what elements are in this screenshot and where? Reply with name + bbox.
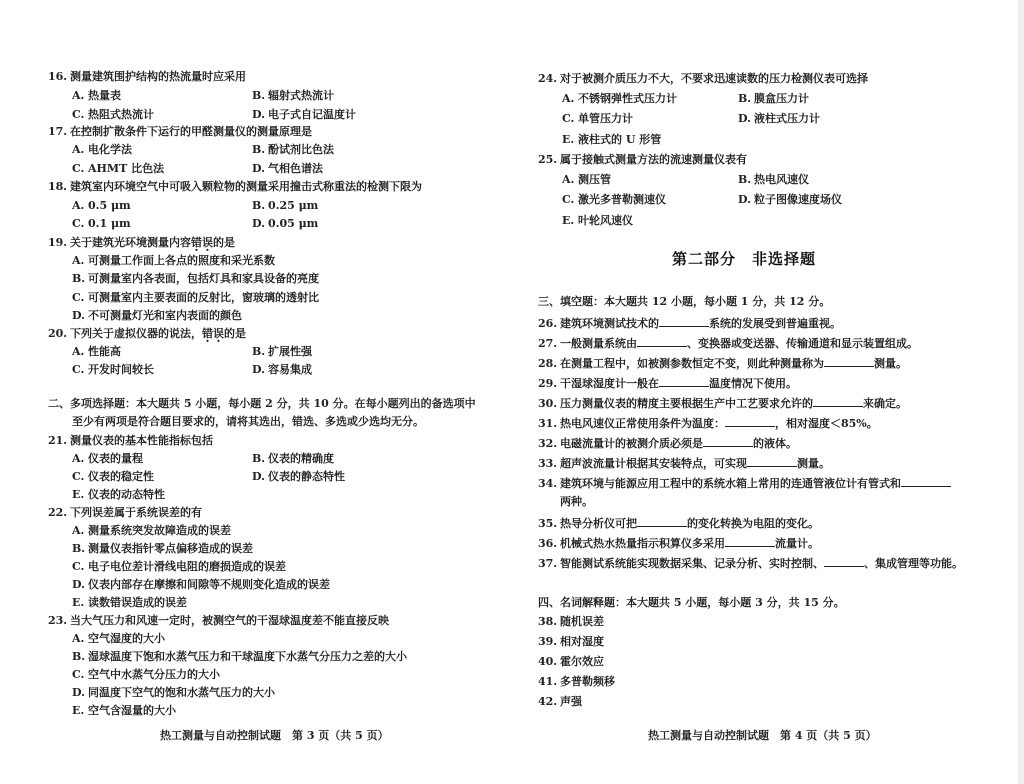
option-19c: C. 可测量室内主要表面的反射比，窗玻璃的透射比	[72, 291, 319, 304]
question-18: 18. 建筑室内环境空气中可吸入颗粒物的测量采用撞击式称重法的检测下限为	[48, 180, 422, 193]
exam-page-4	[512, 0, 1018, 784]
emphasis-mark: 错	[191, 236, 202, 249]
option-18c: C. 0.1 μm	[72, 217, 131, 230]
section-4-instructions: 四、名词解释题：本大题共 5 小题，每小题 3 分，共 15 分。	[538, 596, 845, 609]
option-24c: C. 单管压力计	[562, 112, 633, 125]
option-22e: E. 读数错误造成的误差	[72, 596, 187, 609]
option-23c: C. 空气中水蒸气分压力的大小	[72, 668, 220, 681]
option-16d: D. 电子式自记温度计	[252, 108, 356, 121]
option-25d: D. 粒子图像速度场仪	[738, 193, 842, 206]
answer-blank[interactable]	[637, 335, 687, 347]
question-17: 17. 在控制扩散条件下运行的甲醛测量仪的测量原理是	[48, 125, 312, 138]
option-20b: B. 扩展性强	[252, 345, 312, 358]
fill-question-37: 37. 智能测试系统能实现数据采集、记录分析、实时控制、 、集成管理等功能。	[538, 557, 963, 570]
answer-blank[interactable]	[659, 315, 709, 327]
option-25a: A. 测压管	[562, 173, 611, 186]
question-20: 20. 下列关于虚拟仪器的说法，错误的是	[48, 327, 246, 340]
question-24: 24. 对于被测介质压力不大，不要求迅速读数的压力检测仪表可选择	[538, 72, 868, 85]
option-16a: A. 热量表	[72, 89, 121, 102]
fill-question-29: 29. 干湿球湿度计一般在 温度情况下使用。	[538, 377, 797, 390]
option-17d: D. 气相色谱法	[252, 162, 323, 175]
section-2-instructions-line2: 至少有两项是符合题目要求的，请将其选出，错选、多选或少选均无分。	[72, 415, 424, 428]
fill-question-36: 36. 机械式热水热量指示积算仪多采用 流量计。	[538, 537, 819, 550]
emphasis-mark: 错	[202, 327, 213, 340]
option-21b: B. 仪表的精确度	[252, 452, 334, 465]
question-16: 16. 测量建筑围护结构的热流量时应采用	[48, 70, 246, 83]
option-19d: D. 不可测量灯光和室内表面的颜色	[72, 309, 242, 322]
option-16c: C. 热阻式热流计	[72, 108, 154, 121]
option-21e: E. 仪表的动态特性	[72, 488, 165, 501]
fill-question-31: 31. 热电风速仪正常使用条件为温度： ，相对湿度＜85%。	[538, 417, 878, 430]
term-question-40: 40. 霍尔效应	[538, 655, 604, 668]
option-16b: B. 辐射式热流计	[252, 89, 334, 102]
question-25: 25. 属于接触式测量方法的流速测量仪表有	[538, 153, 747, 166]
option-20d: D. 容易集成	[252, 363, 312, 376]
option-21c: C. 仪表的稳定性	[72, 470, 154, 483]
fill-question-30: 30. 压力测量仪表的精度主要根据生产中工艺要求允许的 来确定。	[538, 397, 907, 410]
answer-blank[interactable]	[813, 395, 863, 407]
option-25c: C. 激光多普勒测速仪	[562, 193, 666, 206]
section-2-instructions-line1: 二、多项选择题：本大题共 5 小题，每小题 2 分，共 10 分。在每小题列出的备选项中	[48, 397, 476, 410]
option-18b: B. 0.25 μm	[252, 199, 319, 212]
fill-question-26: 26. 建筑环境测试技术的 系统的发展受到普遍重视。	[538, 317, 841, 330]
option-17a: A. 电化学法	[72, 143, 132, 156]
answer-blank[interactable]	[747, 455, 797, 467]
option-17b: B. 酚试剂比色法	[252, 143, 334, 156]
fill-question-34: 34. 建筑环境与能源应用工程中的系统水箱上常用的连通管液位计有管式和	[538, 475, 951, 491]
term-question-42: 42. 声强	[538, 695, 582, 708]
option-24e: E. 液柱式的 U 形管	[562, 133, 662, 146]
option-20a: A. 性能高	[72, 345, 121, 358]
answer-blank[interactable]	[637, 515, 687, 527]
page-footer: 热工测量与自动控制试题 第 4 页（共 5 页）	[648, 729, 877, 742]
emphasis-mark: 误	[202, 236, 213, 249]
option-23b: B. 湿球温度下饱和水蒸气压力和干球温度下水蒸气分压力之差的大小	[72, 650, 407, 663]
option-19a: A. 可测量工作面上各点的照度和采光系数	[72, 254, 275, 267]
option-18a: A. 0.5 μm	[72, 199, 131, 212]
option-23e: E. 空气含湿量的大小	[72, 704, 176, 717]
option-22a: A. 测量系统突发故障造成的误差	[72, 524, 231, 537]
option-17c: C. AHMT 比色法	[72, 162, 165, 175]
option-23d: D. 同温度下空气的饱和水蒸气压力的大小	[72, 686, 275, 699]
answer-blank[interactable]	[703, 435, 753, 447]
option-25e: E. 叶轮风速仪	[562, 214, 633, 227]
answer-blank[interactable]	[725, 535, 775, 547]
term-question-41: 41. 多普勒频移	[538, 675, 615, 688]
option-22d: D. 仪表内部存在摩擦和间隙等不规则变化造成的误差	[72, 578, 330, 591]
fill-question-27: 27. 一般测量系统由 、变换器或变送器、传输通道和显示装置组成。	[538, 337, 918, 350]
page-footer: 热工测量与自动控制试题 第 3 页（共 5 页）	[160, 729, 389, 742]
answer-blank[interactable]	[901, 475, 951, 487]
term-question-39: 39. 相对湿度	[538, 635, 604, 648]
question-19: 19. 关于建筑光环境测量内容错误的是	[48, 236, 235, 249]
question-23: 23. 当大气压力和风速一定时，被测空气的干湿球温度差不能直接反映	[48, 614, 389, 627]
section-3-instructions: 三、填空题：本大题共 12 小题，每小题 1 分，共 12 分。	[538, 295, 831, 308]
option-20c: C. 开发时间较长	[72, 363, 154, 376]
answer-blank[interactable]	[824, 555, 864, 567]
fill-question-32: 32. 电磁流量计的被测介质必须是 的液体。	[538, 437, 797, 450]
option-24a: A. 不锈钢弹性式压力计	[562, 92, 677, 105]
fill-question-34-continued: 两种。	[560, 495, 593, 508]
fill-question-28: 28. 在测量工程中，如被测参数恒定不变，则此种测量称为 测量。	[538, 357, 907, 370]
option-24d: D. 液柱式压力计	[738, 112, 820, 125]
scan-edge	[1018, 0, 1024, 784]
question-22: 22. 下列误差属于系统误差的有	[48, 506, 202, 519]
emphasis-mark: 误	[213, 327, 224, 340]
answer-blank[interactable]	[824, 355, 874, 367]
option-23a: A. 空气湿度的大小	[72, 632, 165, 645]
answer-blank[interactable]	[725, 415, 775, 427]
part-2-title: 第二部分 非选择题	[672, 250, 817, 268]
option-24b: B. 膜盒压力计	[738, 92, 809, 105]
option-18d: D. 0.05 μm	[252, 217, 319, 230]
option-22b: B. 测量仪表指针零点偏移造成的误差	[72, 542, 253, 555]
option-21a: A. 仪表的量程	[72, 452, 143, 465]
option-22c: C. 电子电位差计滑线电阻的磨损造成的误差	[72, 560, 286, 573]
term-question-38: 38. 随机误差	[538, 615, 604, 628]
option-19b: B. 可测量室内各表面，包括灯具和家具设备的亮度	[72, 272, 319, 285]
answer-blank[interactable]	[659, 375, 709, 387]
fill-question-35: 35. 热导分析仪可把 的变化转换为电阻的变化。	[538, 517, 819, 530]
fill-question-33: 33. 超声波流量计根据其安装特点，可实现 测量。	[538, 457, 830, 470]
option-25b: B. 热电风速仪	[738, 173, 809, 186]
question-21: 21. 测量仪表的基本性能指标包括	[48, 434, 213, 447]
option-21d: D. 仪表的静态特性	[252, 470, 345, 483]
